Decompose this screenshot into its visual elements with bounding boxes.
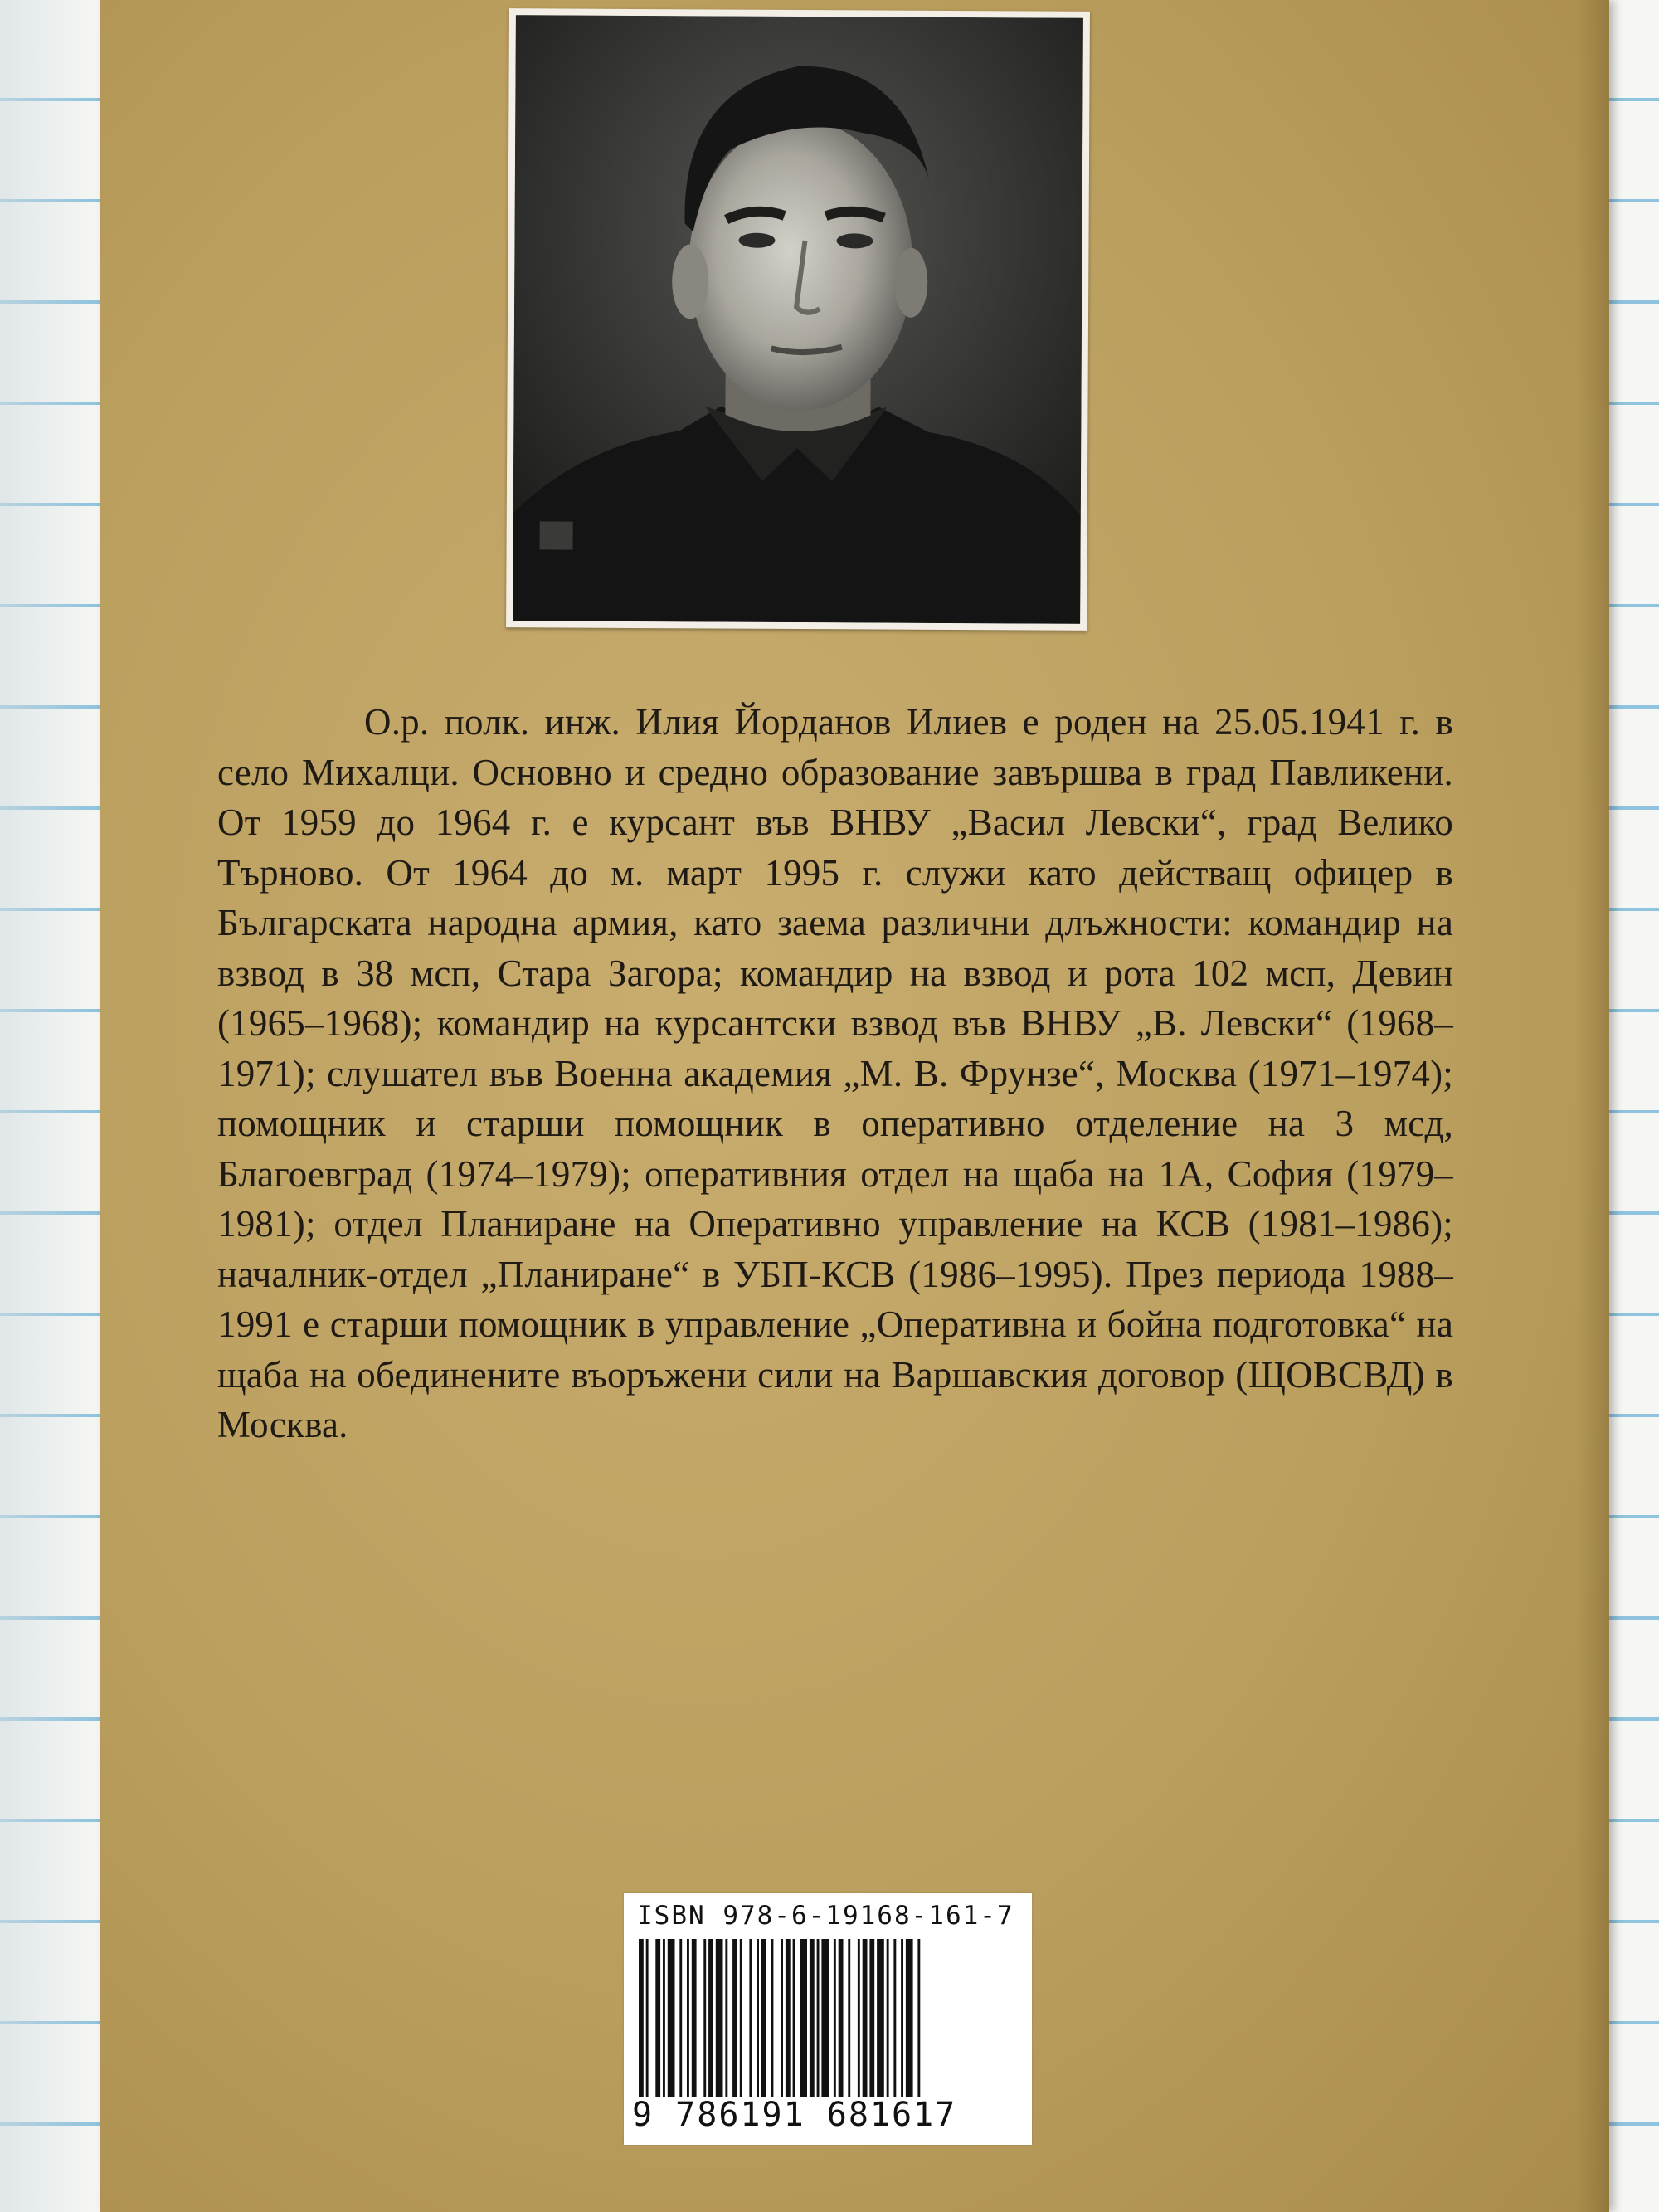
isbn-barcode (624, 1893, 1032, 2145)
barcode-digits: 9 786191 681617 (632, 2096, 957, 2134)
author-portrait-photo (513, 15, 1083, 624)
portrait-illustration (513, 15, 1083, 624)
paper-shade (0, 0, 100, 2212)
author-biography: О.р. полк. инж. Илия Йорданов Илиев е роден на 25.05.1941 г. в село Михалци. Основно и средно образование завършва в град Павликени. От 1959 до 1964 г. е курсант във ВНВУ „Васил Левски“, град Велико Търново. От 1964 до м. март 1995 г. служи като действащ офицер в Българската народна армия, като заема различни длъжности: командир на взвод в 38 мсп, Стара Загора; командир на взвод и рота 102 мсп, Девин (1965–1968); командир на курсантски взвод във ВНВУ „В. Левски“ (1968–1971); слушател във Военна академия „М. В. Фрунзе“, Москва (1971–1974); помощник и старши помощник в оперативно отделение на 3 мсд, Благоевград (1974–1979); оперативния отдел на щаба на 1А, София (1979–1981); отдел Планиране на Оперативно управление на КСВ (1981–1986); началник-отдел „Планиране“ в УБП-КСВ (1986–1995). През периода 1988–1991 е старши помощник в управление „Оперативна и бойна подготовка“ на щаба на обединените въоръжени сили на Варшавския договор (ЩОВСВД) в Москва. (217, 701, 1453, 1445)
portrait-photo-frame (506, 8, 1090, 631)
isbn-label: ISBN 978-6-19168-161-7 (637, 1901, 1014, 1931)
barcode-bars (635, 1939, 1024, 2097)
cover-edge-shadow (1576, 0, 1609, 2212)
